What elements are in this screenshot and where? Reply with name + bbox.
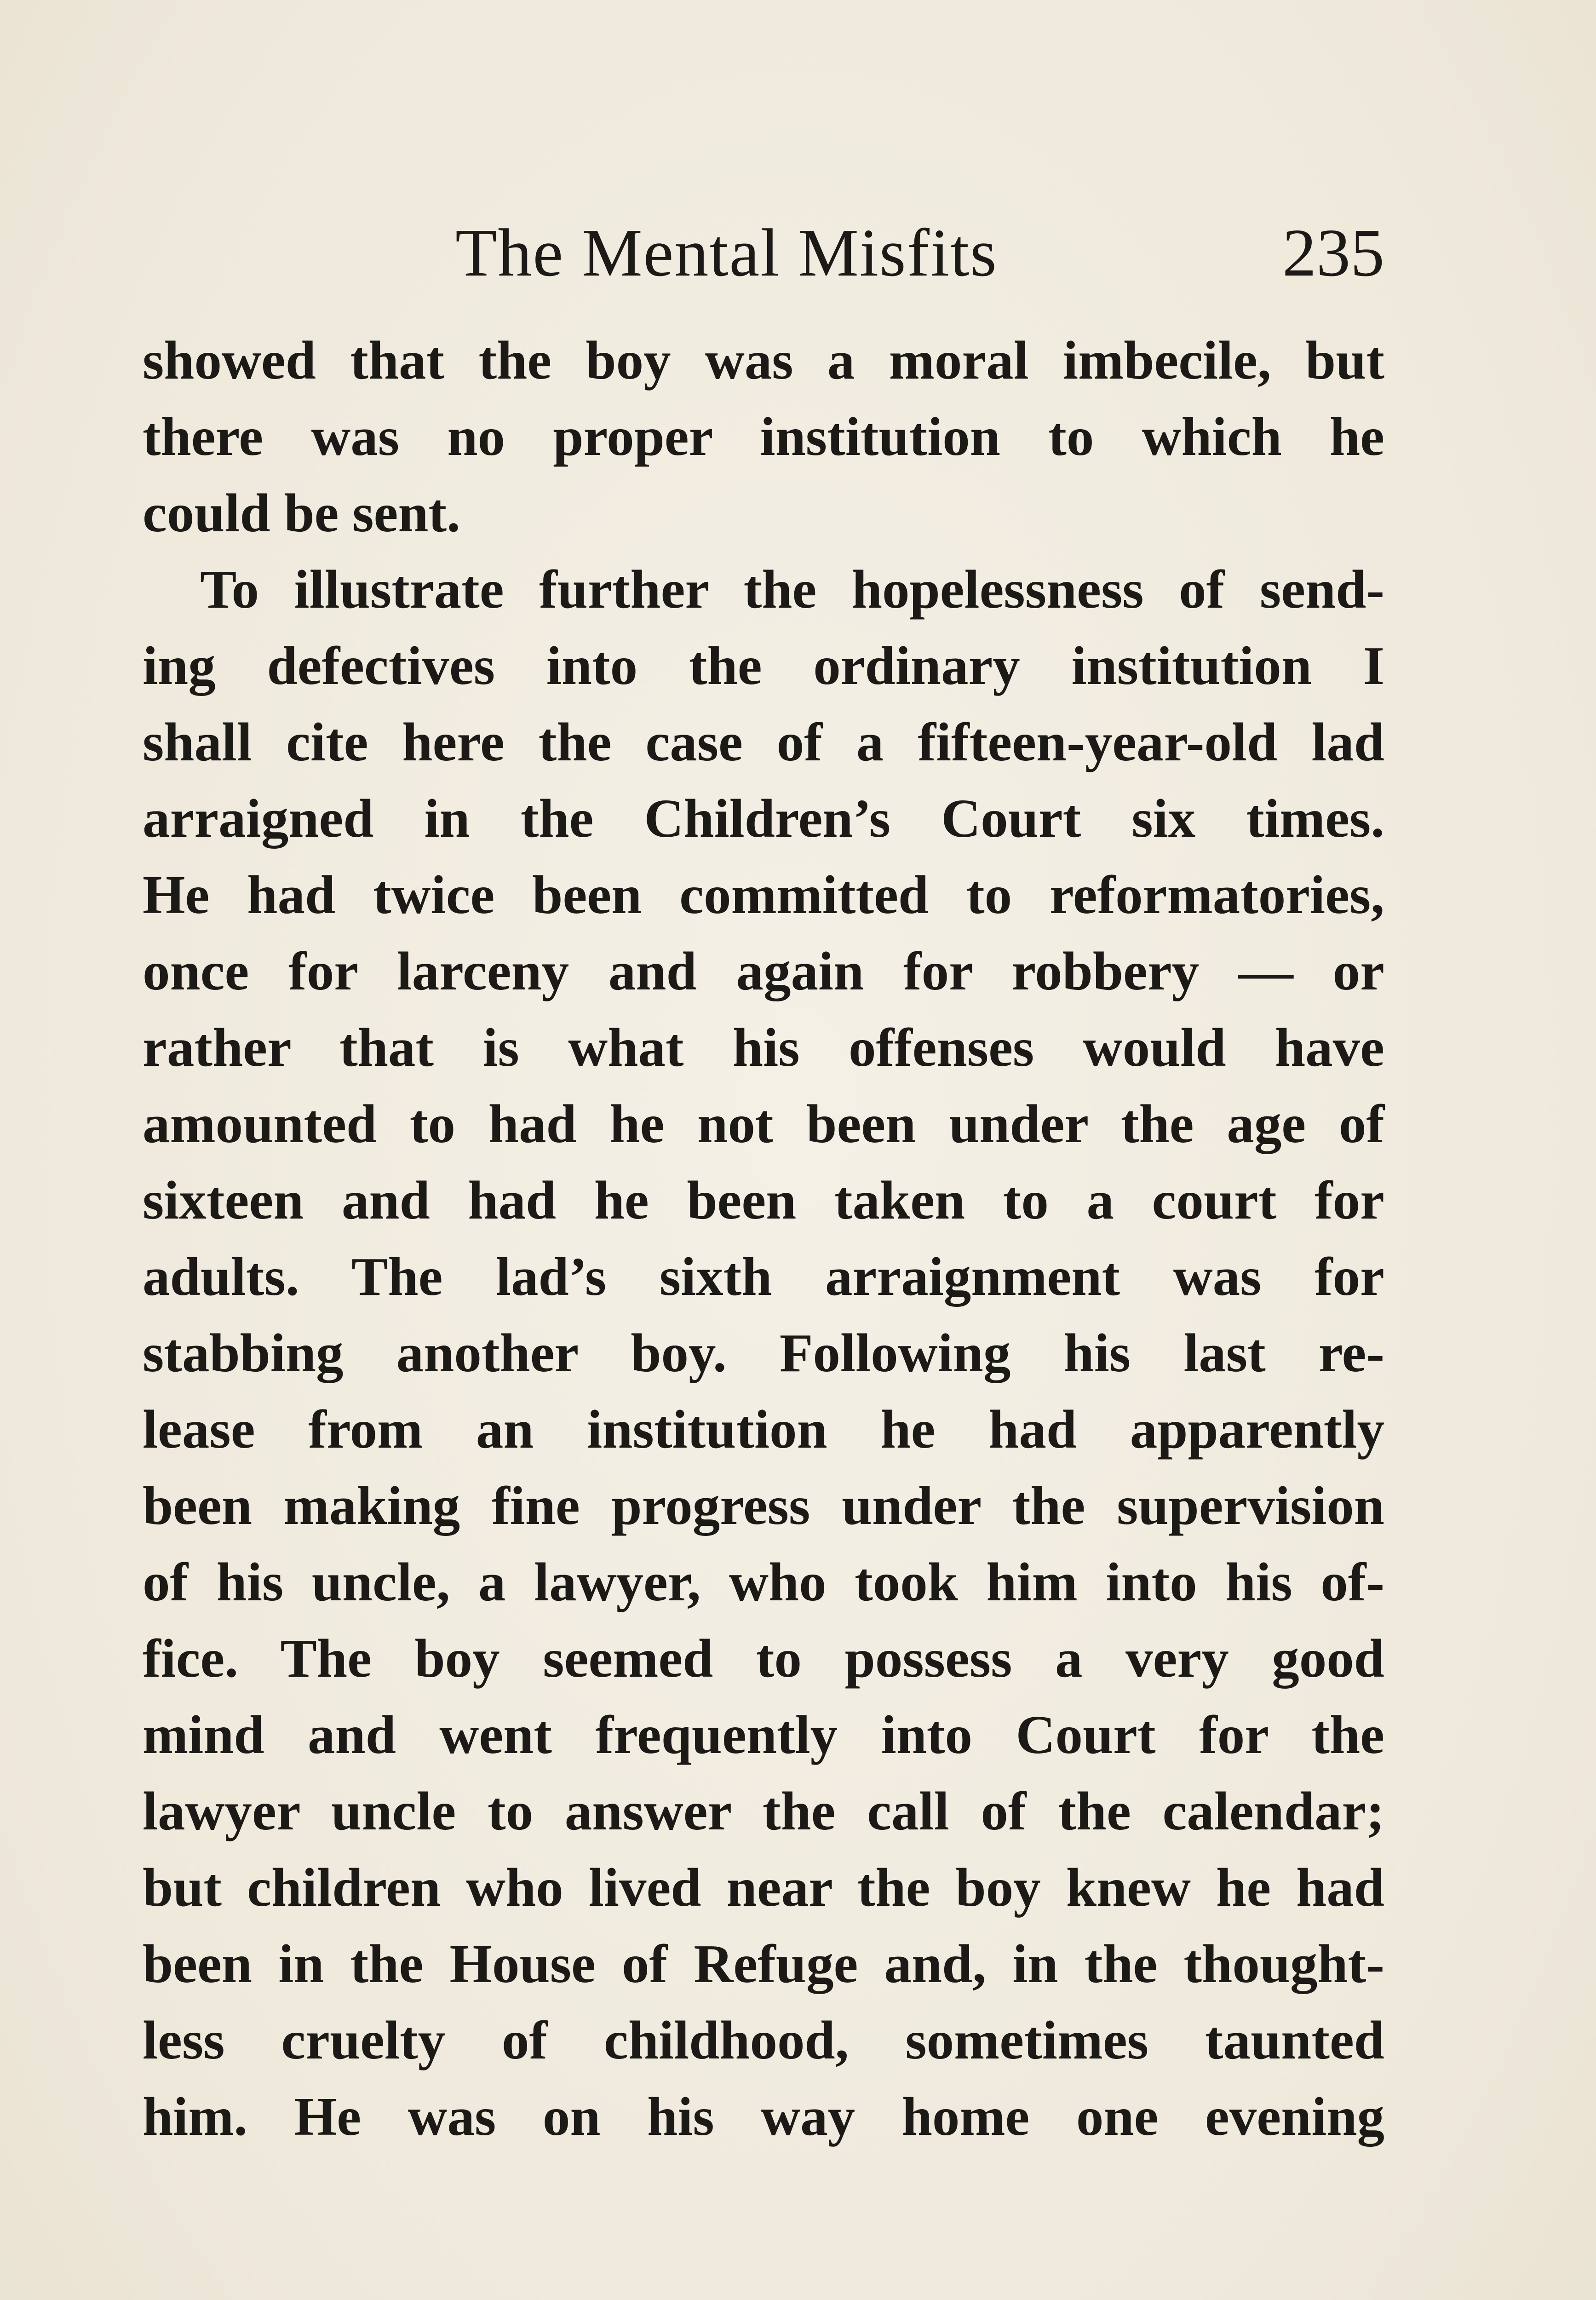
paragraph bbox=[143, 322, 1384, 551]
text-line: amounted to had he not been under the age of bbox=[143, 1093, 1384, 1154]
text-line: sixteen and had he been taken to a court for bbox=[143, 1170, 1384, 1230]
text-line: arraigned in the Children’s Court six times. bbox=[143, 788, 1384, 849]
running-title: The Mental Misfits bbox=[455, 215, 998, 291]
page-number: 235 bbox=[1282, 215, 1384, 291]
text-line: but children who lived near the boy knew he had bbox=[143, 1857, 1384, 1918]
body-text bbox=[143, 322, 1384, 2155]
text-line: of his uncle, a lawyer, who took him into his of- bbox=[143, 1552, 1384, 1612]
text-line: shall cite here the case of a fifteen-year-old lad bbox=[143, 712, 1384, 772]
text-line: could be sent. bbox=[143, 483, 460, 543]
text-line: He had twice been committed to reformatories, bbox=[143, 864, 1384, 925]
text-line: To illustrate further the hopelessness of send- bbox=[200, 559, 1384, 620]
text-line: adults. The lad’s sixth arraignment was for bbox=[143, 1246, 1384, 1307]
text-line: fice. The boy seemed to possess a very good bbox=[143, 1628, 1384, 1689]
text-line: been making fine progress under the supervision bbox=[143, 1475, 1384, 1536]
text-line: mind and went frequently into Court for the bbox=[143, 1704, 1384, 1765]
text-line: showed that the boy was a moral imbecile, but bbox=[143, 330, 1384, 391]
text-line: lease from an institution he had apparently bbox=[143, 1399, 1384, 1460]
text-line: once for larceny and again for robbery — or bbox=[143, 941, 1384, 1001]
text-line: ing defectives into the ordinary institution I bbox=[143, 635, 1384, 696]
text-line: stabbing another boy. Following his last re- bbox=[143, 1322, 1384, 1383]
text-line: been in the House of Refuge and, in the thought- bbox=[143, 1933, 1384, 1994]
text-line: him. He was on his way home one evening bbox=[143, 2086, 1384, 2147]
paragraph bbox=[143, 551, 1384, 2155]
text-line: lawyer uncle to answer the call of the calendar; bbox=[143, 1781, 1384, 1841]
text-line: less cruelty of childhood, sometimes taunted bbox=[143, 2010, 1384, 2070]
text-line: rather that is what his offenses would have bbox=[143, 1017, 1384, 1078]
text-line: there was no proper institution to which he bbox=[143, 406, 1384, 467]
running-head bbox=[143, 207, 1384, 299]
